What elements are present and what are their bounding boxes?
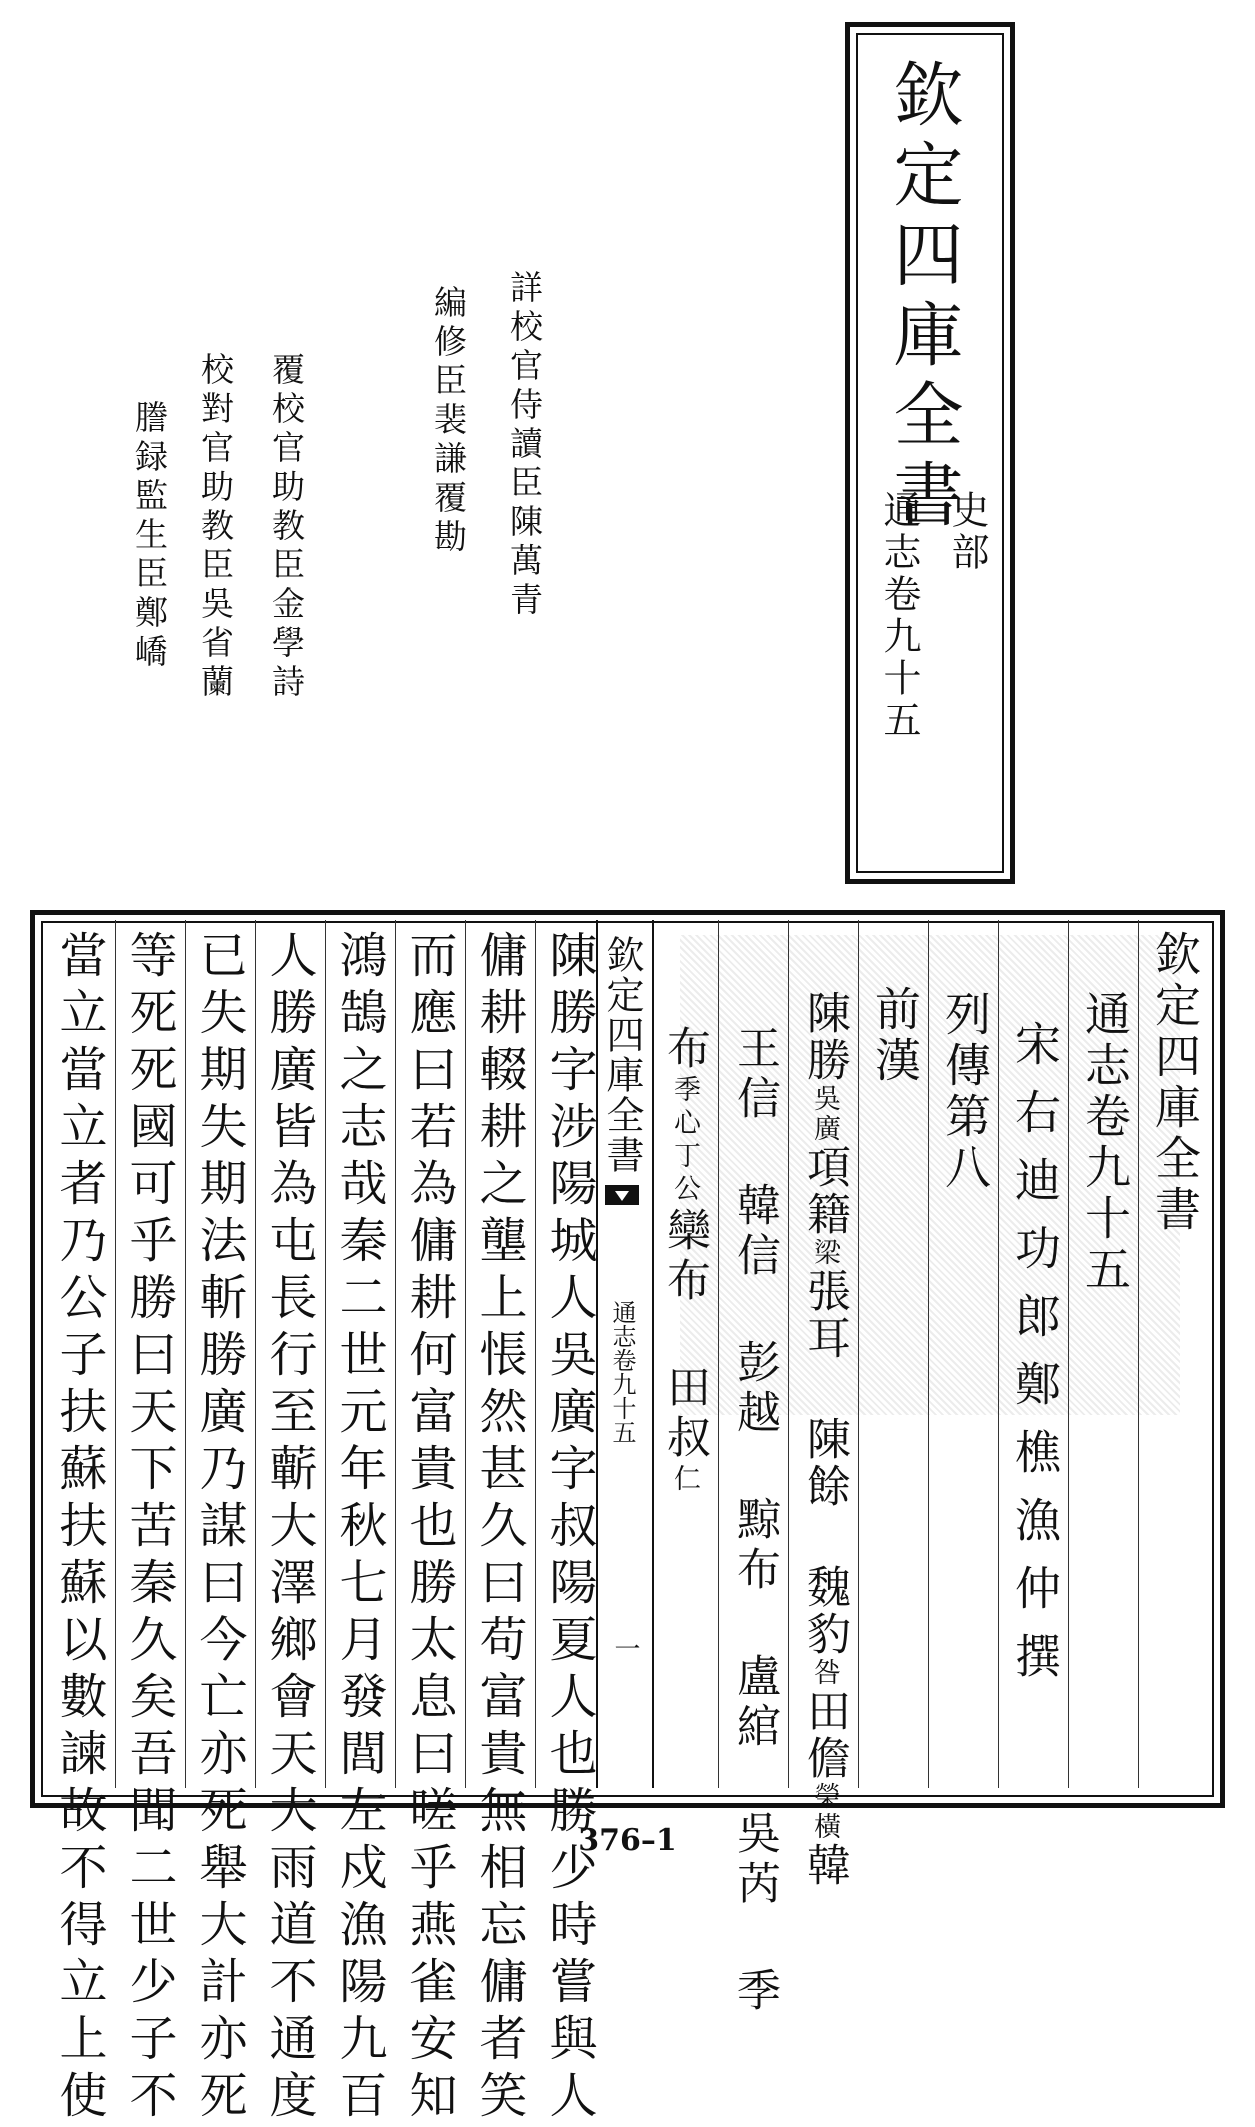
body-column-8: 當立當立者乃公子扶蘇扶蘇以數諫故不得立上使 bbox=[51, 930, 107, 2127]
column-rule bbox=[255, 920, 256, 1788]
page-header-title: 欽定四庫全書 bbox=[1148, 930, 1202, 1236]
page-number: 376–1 bbox=[578, 1823, 677, 1858]
toc-name: 陳勝 bbox=[799, 990, 850, 1084]
chapter-title: 列傳第八 bbox=[938, 990, 992, 1194]
column-rule bbox=[788, 920, 789, 1788]
center-title: 欽定四庫全書 bbox=[600, 935, 644, 1175]
staff-credit-2: 編修臣裴謙覆勘 bbox=[429, 285, 468, 558]
toc-line-1 bbox=[799, 990, 850, 1889]
column-rule bbox=[998, 920, 999, 1788]
column-rule bbox=[465, 920, 466, 1788]
toc-names: 張耳 陳餘 魏豹 bbox=[799, 1268, 850, 1658]
column-rule bbox=[535, 920, 536, 1788]
toc-name: 韓 bbox=[799, 1842, 850, 1889]
staff-credit-4: 校對官助教臣吳省蘭 bbox=[196, 352, 235, 703]
body-column-7: 等死死國可乎勝曰天下苦秦久矣吾聞二世少子不 bbox=[121, 930, 177, 2127]
body-column-4: 鴻鵠之志哉秦二世元年秋七月發閭左戍漁陽九百 bbox=[331, 930, 387, 2127]
leaf-number: 一 bbox=[610, 1635, 640, 1661]
toc-name: 田儋 bbox=[799, 1688, 850, 1782]
toc-name: 項籍 bbox=[799, 1144, 850, 1238]
dynasty-heading: 前漢 bbox=[868, 985, 922, 1087]
staff-credit-1: 詳校官侍讀臣陳萬青 bbox=[505, 270, 544, 621]
toc-note: 咎 bbox=[809, 1658, 840, 1688]
toc-note: 吳廣 bbox=[809, 1084, 840, 1144]
fishtail-mark bbox=[605, 1185, 639, 1205]
toc-names: 欒布 田叔 bbox=[659, 1207, 710, 1464]
toc-note: 榮橫 bbox=[809, 1782, 840, 1842]
staff-credit-3: 覆校官助教臣金學詩 bbox=[267, 352, 306, 703]
column-rule bbox=[858, 920, 859, 1788]
staff-credit-5: 謄録監生臣鄭嶠 bbox=[130, 400, 169, 673]
toc-line-2: 王信 韓信 彭越 黥布 盧綰 吳芮 季 bbox=[729, 1025, 780, 2017]
book-title: 欽定四庫全書 bbox=[882, 58, 964, 538]
column-rule bbox=[325, 920, 326, 1788]
body-column-6: 已失期失期法斬勝廣乃謀曰今亡亦死舉大計亦死 bbox=[191, 930, 247, 2127]
column-rule bbox=[185, 920, 186, 1788]
toc-note: 梁 bbox=[809, 1238, 840, 1268]
column-rule bbox=[395, 920, 396, 1788]
body-column-1: 陳勝字涉陽城人吳廣字叔陽夏人也勝少時嘗與人 bbox=[541, 930, 597, 2127]
column-rule bbox=[718, 920, 719, 1788]
body-column-3: 而應曰若為傭耕何富貴也勝太息曰嗟乎燕雀安知 bbox=[401, 930, 457, 2127]
author-line: 宋右迪功郎鄭樵漁仲撰 bbox=[1008, 1020, 1062, 1700]
body-column-5: 人勝廣皆為屯長行至蘄大澤鄉會天大雨道不通度 bbox=[261, 930, 317, 2127]
body-column-2: 傭耕輟耕之壟上悵然甚久曰苟富貴無相忘傭者笑 bbox=[471, 930, 527, 2127]
center-volume-note: 通志卷九十五 bbox=[608, 1300, 636, 1444]
column-rule bbox=[115, 920, 116, 1788]
column-rule bbox=[1068, 920, 1069, 1788]
section-label: 史部 bbox=[945, 490, 989, 574]
page-volume-title: 通志卷九十五 bbox=[1078, 990, 1132, 1296]
volume-label: 通志卷九十五 bbox=[877, 490, 921, 742]
toc-note: 季心丁公 bbox=[669, 1075, 700, 1207]
column-rule bbox=[1138, 920, 1139, 1788]
toc-name: 布 bbox=[659, 1025, 710, 1075]
column-rule bbox=[928, 920, 929, 1788]
toc-line-3 bbox=[659, 1025, 710, 1497]
toc-note: 仁 bbox=[669, 1464, 700, 1497]
